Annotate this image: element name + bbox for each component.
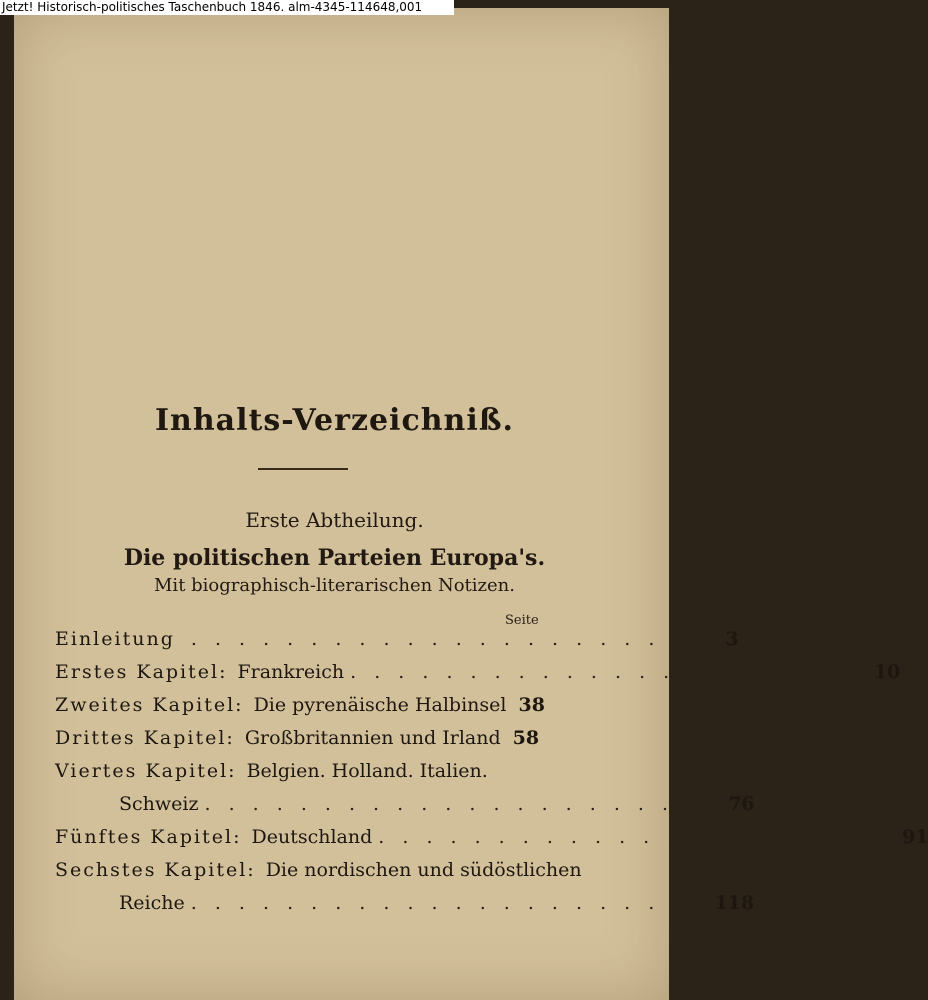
division-label: Erste Abtheilung. [245,508,424,532]
toc-chapter: Einleitung [55,628,175,650]
toc-page: 3 [725,628,739,650]
source-banner: Jetzt! Historisch-politisches Taschenbuch 1846. alm-4345-114648,001 [0,0,454,15]
toc-chapter: Zweites Kapitel: [55,694,244,716]
section-subheading: Mit biographisch-literarischen Notizen. [154,575,515,596]
toc-chapter: Sechstes Kapitel: [55,859,256,881]
toc-entry [55,859,582,892]
toc-entry [55,727,540,760]
toc-entry-continuation [55,892,755,925]
toc-title: Schweiz [119,793,199,815]
toc-entry [55,694,545,727]
leader-dots: . . . . . . . . . . . . . . . . . . . . . . [350,661,868,683]
section-heading: Die politischen Parteien Europa's. [123,545,546,571]
toc-entry [55,661,901,694]
leader-dots: . . . . . . . . . . . . . . . . . . . . . . [204,793,723,815]
toc-title: Großbritannien und Irland [244,727,501,749]
title-divider [258,468,348,470]
leader-dots: . . . . . . . . . . . . . . . . . . . . . . [190,628,709,650]
toc-page: 38 [518,694,545,716]
toc-title: Frankreich [237,661,345,683]
page-title: Inhalts-Verzeichniß. [155,403,514,438]
toc-entry [55,826,928,859]
toc-title: Die pyrenäische Halbinsel [253,694,507,716]
leader-dots: . . . . . . . . . . . . . . . . . . . . . . [190,892,709,914]
toc-chapter: Erstes Kapitel: [55,661,228,683]
toc-entry [55,628,739,661]
table-of-contents [55,628,928,925]
toc-page: 91 [901,826,928,848]
toc-title: Die nordischen und südöstlichen [265,859,582,881]
toc-page: 58 [512,727,540,749]
toc-entry [55,760,537,793]
toc-page: 76 [728,793,755,815]
toc-page: 118 [714,892,755,914]
leader-dots: . . . . . . . . . . . . . . . . . . . . . . [378,826,896,848]
toc-title: Deutschland [251,826,373,848]
toc-page: 10 [873,661,901,683]
toc-chapter: Fünftes Kapitel: [55,826,242,848]
toc-title: Belgien. Holland. Italien. [246,760,488,782]
toc-chapter: Drittes Kapitel: [55,727,235,749]
page-column-label: Seite [505,613,539,628]
toc-entry-continuation [55,793,755,826]
toc-chapter: Viertes Kapitel: [55,760,237,782]
toc-title: Reiche [119,892,185,914]
